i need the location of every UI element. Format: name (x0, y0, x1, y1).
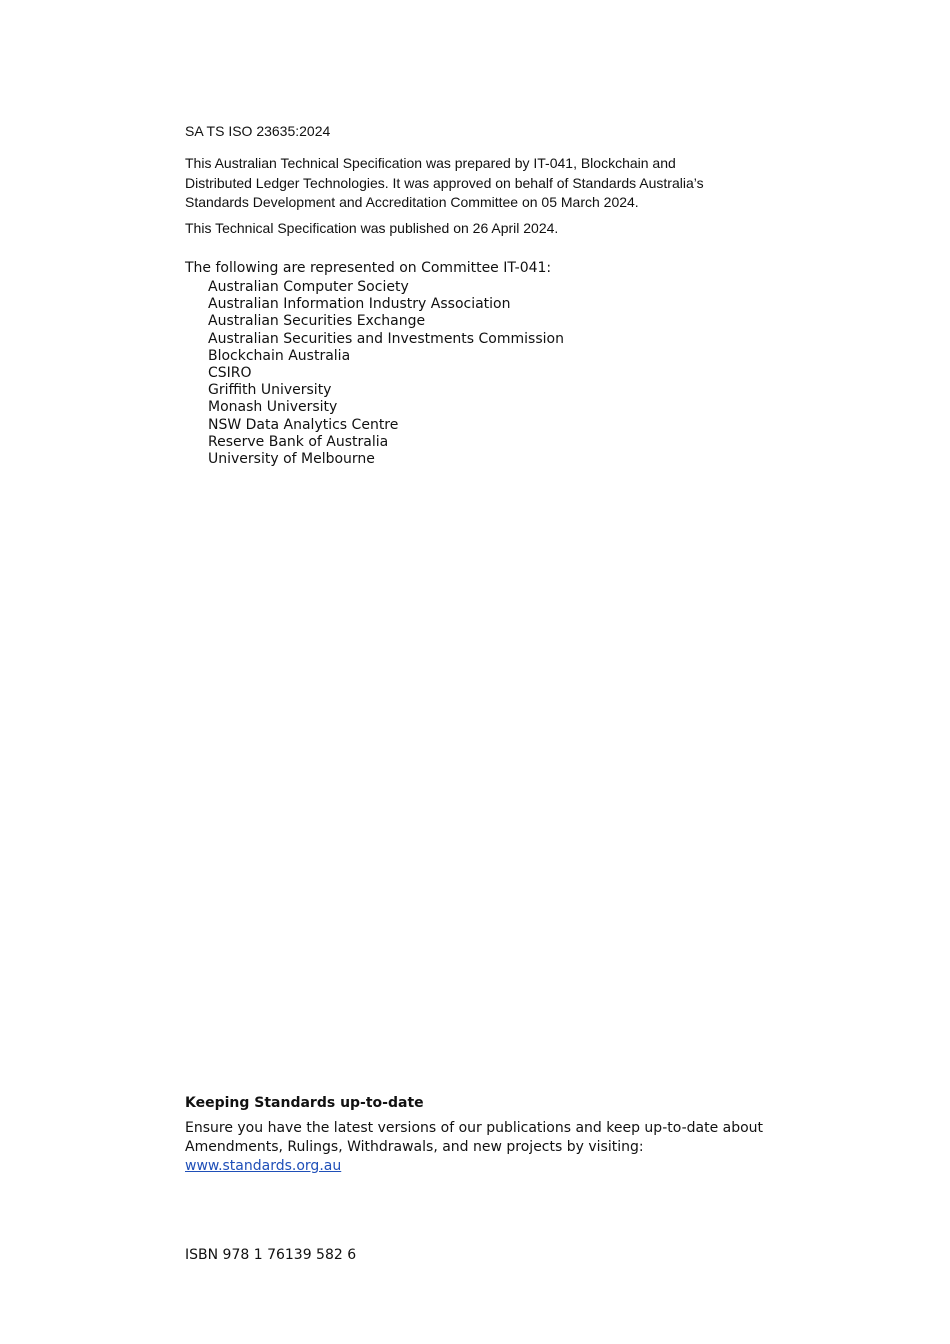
committee-member: Australian Securities and Investments Commission (208, 330, 564, 347)
publication-date-line: This Technical Specification was published on 26 April 2024. (185, 220, 559, 236)
committee-member: Australian Computer Society (208, 279, 409, 295)
committee-member: Blockchain Australia (208, 347, 351, 364)
keeping-up-to-date-body: Ensure you have the latest versions of our publications and keep up-to-date about Amendments, Rulings, Withdrawals, and new projects by visiting: (185, 1120, 764, 1155)
keeping-up-to-date-text (185, 1119, 785, 1176)
committee-intro: The following are represented on Committee IT-041: (185, 260, 552, 276)
preparation-paragraph: This Australian Technical Specification was prepared by IT-041, Blockchain and Distributed Ledger Technologies. It was approved on behalf of Standards Australia’s Standards Development and Accreditation Committee on 05 March 2024. (185, 155, 704, 210)
committee-member: CSIRO (208, 364, 252, 381)
committee-member: Australian Securities Exchange (208, 313, 426, 330)
committee-member: University of Melbourne (208, 450, 375, 467)
committee-member: Monash University (208, 399, 338, 416)
committee-member: NSW Data Analytics Centre (208, 416, 399, 433)
isbn-line: ISBN 978 1 76139 582 6 (185, 1247, 357, 1263)
committee-member: Australian Information Industry Association (208, 296, 511, 313)
committee-member: Griffith University (208, 382, 332, 399)
standards-website-link[interactable]: www.standards.org.au (185, 1158, 342, 1174)
committee-member: Reserve Bank of Australia (208, 433, 389, 450)
committee-member-list (208, 279, 564, 468)
document-id: SA TS ISO 23635:2024 (185, 123, 331, 139)
keeping-up-to-date-heading: Keeping Standards up-to-date (185, 1095, 424, 1111)
